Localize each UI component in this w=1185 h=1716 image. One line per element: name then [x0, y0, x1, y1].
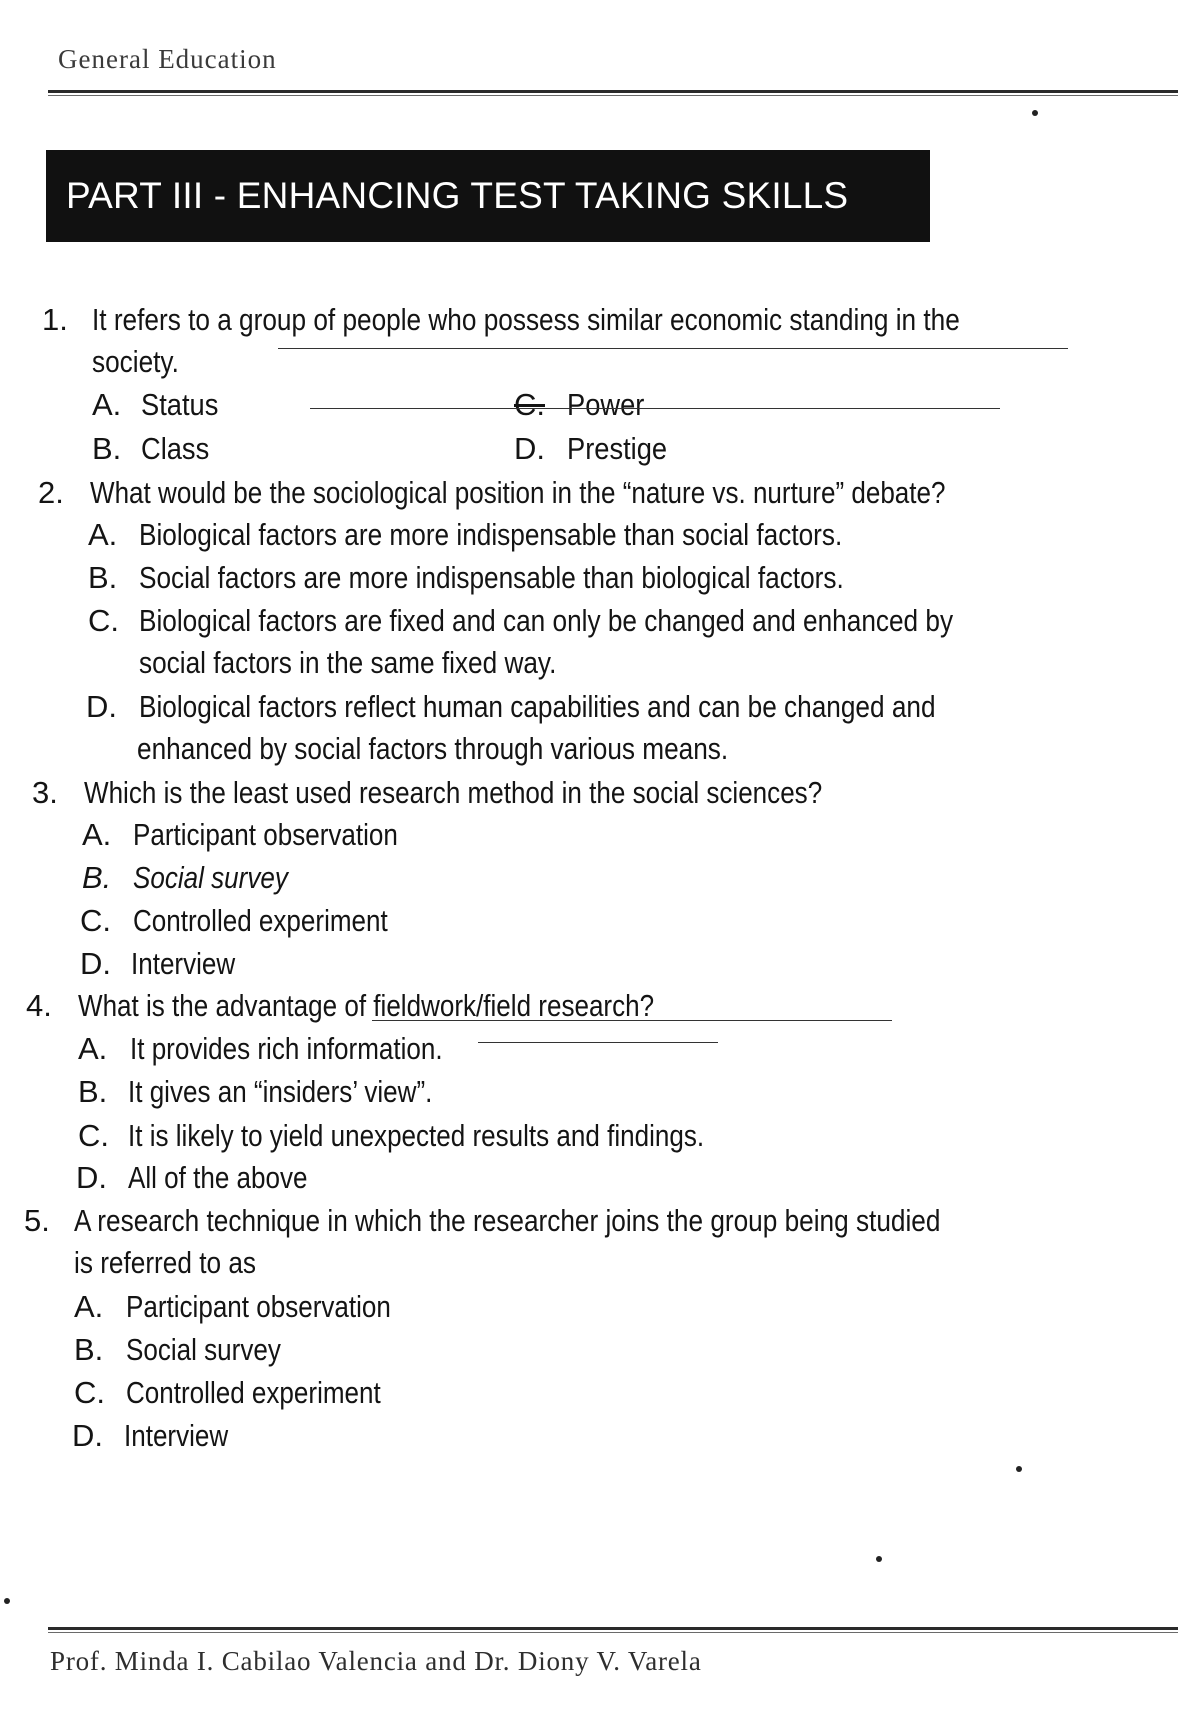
option-letter: A. — [88, 517, 118, 552]
option-text: Class — [141, 431, 210, 466]
option-text: Social survey — [133, 860, 288, 895]
question-text: society. — [92, 344, 179, 379]
header-rule — [48, 90, 1178, 96]
question-text: Which is the least used research method in the social sciences? — [84, 775, 823, 810]
option-letter: B. — [92, 431, 122, 466]
option-letter: A. — [74, 1289, 104, 1324]
question-number: 2. — [38, 475, 64, 510]
question-number: 3. — [32, 775, 58, 810]
question-text: A research technique in which the researcher joins the group being studied — [74, 1203, 941, 1238]
option-letter: D. — [514, 431, 545, 466]
footer-rule — [48, 1627, 1178, 1633]
scan-speck — [1016, 1466, 1022, 1472]
option-text: Prestige — [567, 431, 668, 466]
option-text: Status — [141, 387, 219, 422]
option-letter: D. — [86, 689, 117, 724]
running-header: General Education — [58, 44, 277, 74]
option-text: Interview — [124, 1418, 229, 1453]
option-letter: A. — [82, 817, 112, 852]
option-text: Interview — [131, 946, 236, 981]
option-text: Biological factors reflect human capabilities and can be changed and — [139, 689, 936, 724]
scan-speck — [1032, 110, 1038, 116]
option-text: It is likely to yield unexpected results and findings. — [128, 1118, 705, 1153]
option-text: Social survey — [126, 1332, 281, 1367]
option-text: Biological factors are more indispensable than social factors. — [139, 517, 843, 552]
question-text: It refers to a group of people who possess similar economic standing in the — [92, 302, 960, 337]
option-text: Power — [567, 387, 645, 422]
option-text: Participant observation — [126, 1289, 391, 1324]
option-text: It provides rich information. — [130, 1031, 443, 1066]
option-letter: D. — [76, 1160, 107, 1195]
pen-underline — [372, 1020, 892, 1021]
scan-speck — [4, 1598, 10, 1604]
option-text-continued: enhanced by social factors through various means. — [137, 731, 729, 766]
option-text: Controlled experiment — [126, 1375, 381, 1410]
footer-authors: Prof. Minda I. Cabilao Valencia and Dr. Diony V. Varela — [50, 1646, 702, 1676]
option-letter: A. — [78, 1031, 108, 1066]
option-letter: C. — [78, 1118, 109, 1153]
option-letter: B. — [82, 860, 112, 895]
option-text: Controlled experiment — [133, 903, 388, 938]
option-text-continued: social factors in the same fixed way. — [139, 645, 557, 680]
question-number: 4. — [26, 988, 52, 1023]
question-text: is referred to as — [74, 1245, 256, 1280]
option-letter: A. — [92, 387, 122, 422]
scan-speck — [876, 1556, 882, 1562]
pen-underline — [278, 348, 1068, 349]
option-text: It gives an “insiders’ view”. — [128, 1074, 433, 1109]
part-title: PART III - ENHANCING TEST TAKING SKILLS — [66, 175, 849, 216]
option-text: Biological factors are fixed and can only be changed and enhanced by — [139, 603, 954, 638]
pen-line — [310, 408, 1000, 409]
option-letter: C. — [80, 903, 111, 938]
question-text: What would be the sociological position in the “nature vs. nurture” debate? — [90, 475, 946, 510]
option-letter: C. — [88, 603, 119, 638]
option-letter: D. — [72, 1418, 103, 1453]
part-banner — [46, 150, 930, 242]
question-number: 1. — [42, 302, 68, 337]
question-number: 5. — [24, 1203, 50, 1238]
question-text: What is the advantage of fieldwork/field research? — [78, 988, 655, 1023]
pen-line — [478, 1042, 718, 1043]
option-text: Participant observation — [133, 817, 398, 852]
option-letter: B. — [74, 1332, 104, 1367]
option-text: All of the above — [128, 1160, 308, 1195]
option-letter: C. — [74, 1375, 105, 1410]
option-letter: C. — [514, 387, 545, 422]
option-letter: B. — [88, 560, 118, 595]
option-text: Social factors are more indispensable than biological factors. — [139, 560, 844, 595]
option-letter: D. — [80, 946, 111, 981]
option-letter: B. — [78, 1074, 108, 1109]
